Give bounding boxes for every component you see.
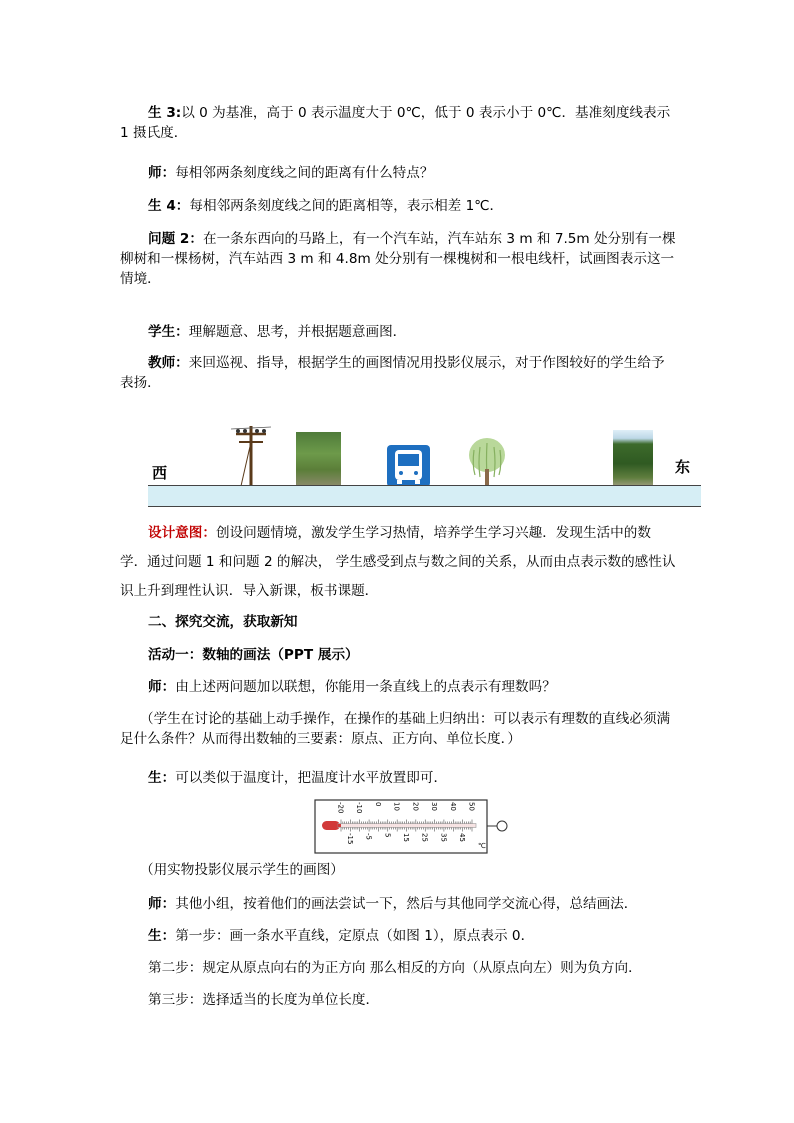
- paragraph-text: 在一条东西向的马路上，有一个汽车站，汽车站东 3 m 和 7.5m 处分别有一棵柳树和一棵杨树，汽车站西 3 m 和 4.8m 处分别有一棵槐树和一根电线杆，试画图表示这一情境．: [120, 231, 676, 287]
- paragraph-text: 其他小组，按着他们的画法尝试一下，然后与其他同学交流心得，总结画法．: [175, 896, 638, 912]
- thermometer-tick-label: 30: [430, 802, 439, 811]
- road: [148, 485, 701, 507]
- poplar-tree-photo: [613, 430, 653, 486]
- paragraph-student3: [120, 103, 678, 143]
- thermometer-tick-label: -10: [355, 802, 364, 814]
- thermometer-tick-label: 50: [467, 802, 476, 811]
- paragraph-projection-note: （用实物投影仪展示学生的画图）: [140, 862, 344, 878]
- paragraph-teacher-instruction: [120, 894, 678, 914]
- bus-stop-icon: [387, 445, 430, 487]
- thermometer-tick-label: -15: [345, 833, 354, 845]
- pagoda-tree-photo: [296, 432, 341, 486]
- paragraph-text: 由上述两问题加以联想，你能用一条直线上的点表示有理数吗？: [175, 679, 556, 695]
- paragraph-students: [120, 322, 678, 342]
- thermometer-tick-label: 15: [402, 833, 410, 842]
- paragraph-text: 来回巡视、指导，根据学生的画图情况用投影仪展示，对于作图较好的学生给予表扬．: [120, 355, 665, 391]
- west-label: 西: [152, 464, 168, 482]
- speaker-label: 问题 2：: [148, 231, 203, 247]
- paragraph-text: 以 0 为基准，高于 0 表示温度大于 0℃，低于 0 表示小于 0℃．基准刻度线表示 1 摄氏度．: [120, 105, 671, 141]
- east-label: 东: [675, 458, 691, 476]
- paragraph-text: 可以类似于温度计，把温度计水平放置即可．: [175, 770, 448, 786]
- speaker-label: 学生：: [148, 324, 189, 340]
- speaker-label: 师：: [148, 679, 176, 695]
- paragraph-problem2: [120, 229, 678, 289]
- speaker-label: 生：: [148, 770, 176, 786]
- thermometer-unit: ℃: [478, 842, 486, 850]
- thermometer-tick-label: -5: [364, 833, 373, 840]
- activity-heading: 活动一：数轴的画法（PPT 展示）: [148, 647, 359, 663]
- paragraph-discussion-note: （学生在讨论的基础上动手操作，在操作的基础上归纳出：可以表示有理数的直线必须满足什么条件？从而得出数轴的三要素：原点、正方向、单位长度．）: [120, 711, 671, 747]
- utility-pole-icon: [231, 422, 271, 486]
- section-heading: 二、探究交流，获取新知: [148, 614, 298, 630]
- thermometer-tick-label: 10: [392, 802, 401, 811]
- thermometer-hook-ring: [497, 821, 507, 831]
- paragraph-text: 第一步：画一条水平直线，定原点（如图 1），原点表示 0．: [175, 928, 535, 944]
- paragraph-text: 理解题意、思考，并根据题意画图．: [188, 324, 407, 340]
- paragraph-text: 每相邻两条刻度线之间的距离有什么特点？: [175, 165, 434, 181]
- speaker-label: 教师：: [148, 355, 189, 371]
- paragraph-text: 创设问题情境，激发学生学习热情，培养学生学习兴趣．发现生活中的数学．通过问题 1 和问题 2 的解决， 学生感受到点与数之间的关系，从而由点表示数的感性认识上升到理性认识．导入新课，板书课题．: [120, 525, 676, 599]
- paragraph-teacher-prompt: [120, 677, 678, 697]
- design-intent-label: 设计意图：: [148, 525, 216, 541]
- speaker-label: 师：: [148, 896, 176, 912]
- paragraph-student4: [120, 196, 678, 216]
- paragraph-text: 每相邻两条刻度线之间的距离相等，表示相差 1℃．: [189, 198, 504, 214]
- thermometer-tick-label: 45: [458, 833, 467, 842]
- thermometer-tick-label: -20: [336, 802, 345, 814]
- speaker-label: 生 3:: [148, 105, 182, 121]
- paragraph-student-answer: [120, 768, 678, 788]
- thermometer-tube: [338, 824, 476, 828]
- speaker-label: 生：: [148, 928, 176, 944]
- willow-tree-icon: [466, 435, 508, 487]
- paragraph-design-intent: [120, 519, 678, 606]
- thermometer-tick-label: 35: [439, 833, 448, 842]
- paragraph-teacher-question: [120, 163, 678, 183]
- paragraph-step2: 第二步：规定从原点向右的为正方向 那么相反的方向（从原点向左）则为负方向．: [148, 960, 642, 976]
- thermometer-tick-label: 25: [420, 833, 429, 842]
- thermometer-tick-label: 0: [373, 802, 382, 807]
- horizontal-thermometer: [312, 798, 508, 856]
- speaker-label: 生 4：: [148, 198, 190, 214]
- speaker-label: 师：: [148, 165, 176, 181]
- road-scene: [148, 418, 701, 510]
- thermometer-tick-label: 40: [448, 802, 457, 811]
- thermometer-tick-label: 20: [411, 802, 420, 811]
- paragraph-step3: 第三步：选择适当的长度为单位长度．: [148, 992, 380, 1008]
- thermometer-bulb: [322, 821, 340, 830]
- paragraph-teacher: [120, 353, 678, 393]
- paragraph-step1: [120, 926, 678, 946]
- thermometer-tick-label: 5: [383, 833, 392, 838]
